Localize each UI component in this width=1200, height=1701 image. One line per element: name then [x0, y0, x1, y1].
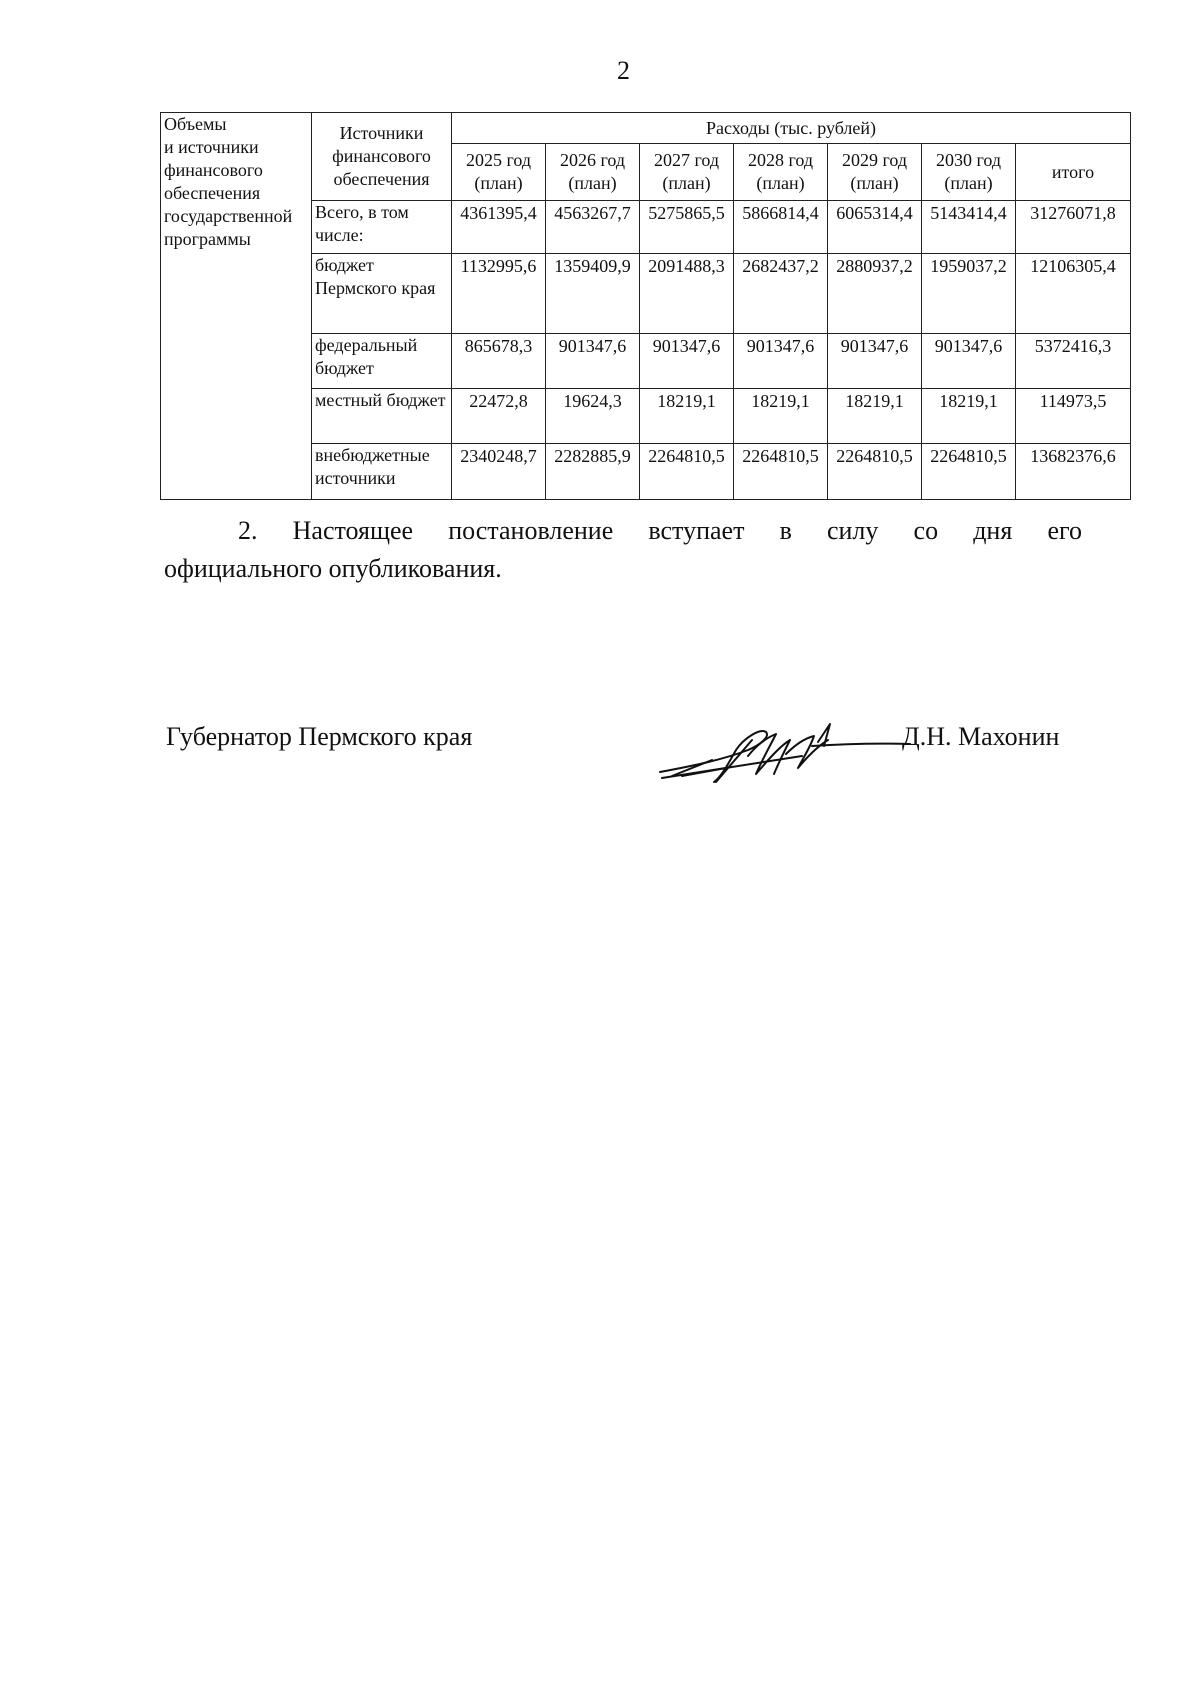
- value-cell: 19624,3: [546, 389, 640, 444]
- value-cell: 901347,6: [640, 334, 734, 389]
- value-cell: 2091488,3: [640, 254, 734, 334]
- value-cell: 2340248,7: [452, 444, 546, 500]
- program-financing-label: Объемы и источники финансового обеспечения государственной программы: [161, 113, 312, 500]
- value-cell: 18219,1: [734, 389, 828, 444]
- total-cell: 31276071,8: [1016, 201, 1131, 254]
- value-cell: 5143414,4: [922, 201, 1016, 254]
- value-cell: 2682437,2: [734, 254, 828, 334]
- table-header-row: [161, 113, 1131, 144]
- value-cell: 5866814,4: [734, 201, 828, 254]
- signatory-name: Д.Н. Махонин: [902, 722, 1060, 751]
- value-cell: 2264810,5: [734, 444, 828, 500]
- source-label: бюджет Пермского края: [312, 254, 452, 334]
- year-header: 2030 год (план): [922, 144, 1016, 201]
- value-cell: 4361395,4: [452, 201, 546, 254]
- year-header: 2025 год (план): [452, 144, 546, 201]
- value-cell: 1959037,2: [922, 254, 1016, 334]
- total-cell: 12106305,4: [1016, 254, 1131, 334]
- total-cell: 5372416,3: [1016, 334, 1131, 389]
- source-label: внебюджетные источники: [312, 444, 452, 500]
- value-cell: 22472,8: [452, 389, 546, 444]
- source-label: местный бюджет: [312, 389, 452, 444]
- expenses-header: Расходы (тыс. рублей): [452, 113, 1131, 144]
- value-cell: 901347,6: [828, 334, 922, 389]
- paragraph-line: 2. Настоящее постановление вступает в силу со дня его: [238, 516, 1082, 545]
- source-label: Всего, в том числе:: [312, 201, 452, 254]
- signatory-title: Губернатор Пермского края: [166, 722, 473, 751]
- value-cell: 2880937,2: [828, 254, 922, 334]
- total-cell: 114973,5: [1016, 389, 1131, 444]
- value-cell: 1359409,9: [546, 254, 640, 334]
- value-cell: 2264810,5: [922, 444, 1016, 500]
- total-cell: 13682376,6: [1016, 444, 1131, 500]
- value-cell: 4563267,7: [546, 201, 640, 254]
- sources-header: Источники финансового обеспечения: [312, 113, 452, 201]
- value-cell: 2282885,9: [546, 444, 640, 500]
- value-cell: 1132995,6: [452, 254, 546, 334]
- year-header: 2029 год (план): [828, 144, 922, 201]
- value-cell: 2264810,5: [640, 444, 734, 500]
- value-cell: 18219,1: [828, 389, 922, 444]
- handwritten-signature: [652, 716, 912, 788]
- total-header: итого: [1016, 144, 1131, 201]
- year-header: 2026 год (план): [546, 144, 640, 201]
- value-cell: 901347,6: [546, 334, 640, 389]
- year-header: 2028 год (план): [734, 144, 828, 201]
- value-cell: 865678,3: [452, 334, 546, 389]
- value-cell: 18219,1: [640, 389, 734, 444]
- value-cell: 901347,6: [734, 334, 828, 389]
- year-header: 2027 год (план): [640, 144, 734, 201]
- value-cell: 6065314,4: [828, 201, 922, 254]
- value-cell: 2264810,5: [828, 444, 922, 500]
- paragraph-line: официального опубликования.: [164, 554, 502, 583]
- value-cell: 901347,6: [922, 334, 1016, 389]
- source-label: федеральный бюджет: [312, 334, 452, 389]
- financing-table: [160, 112, 1131, 500]
- value-cell: 18219,1: [922, 389, 1016, 444]
- value-cell: 5275865,5: [640, 201, 734, 254]
- resolution-paragraph: [164, 512, 1082, 588]
- page-number: 2: [617, 56, 630, 85]
